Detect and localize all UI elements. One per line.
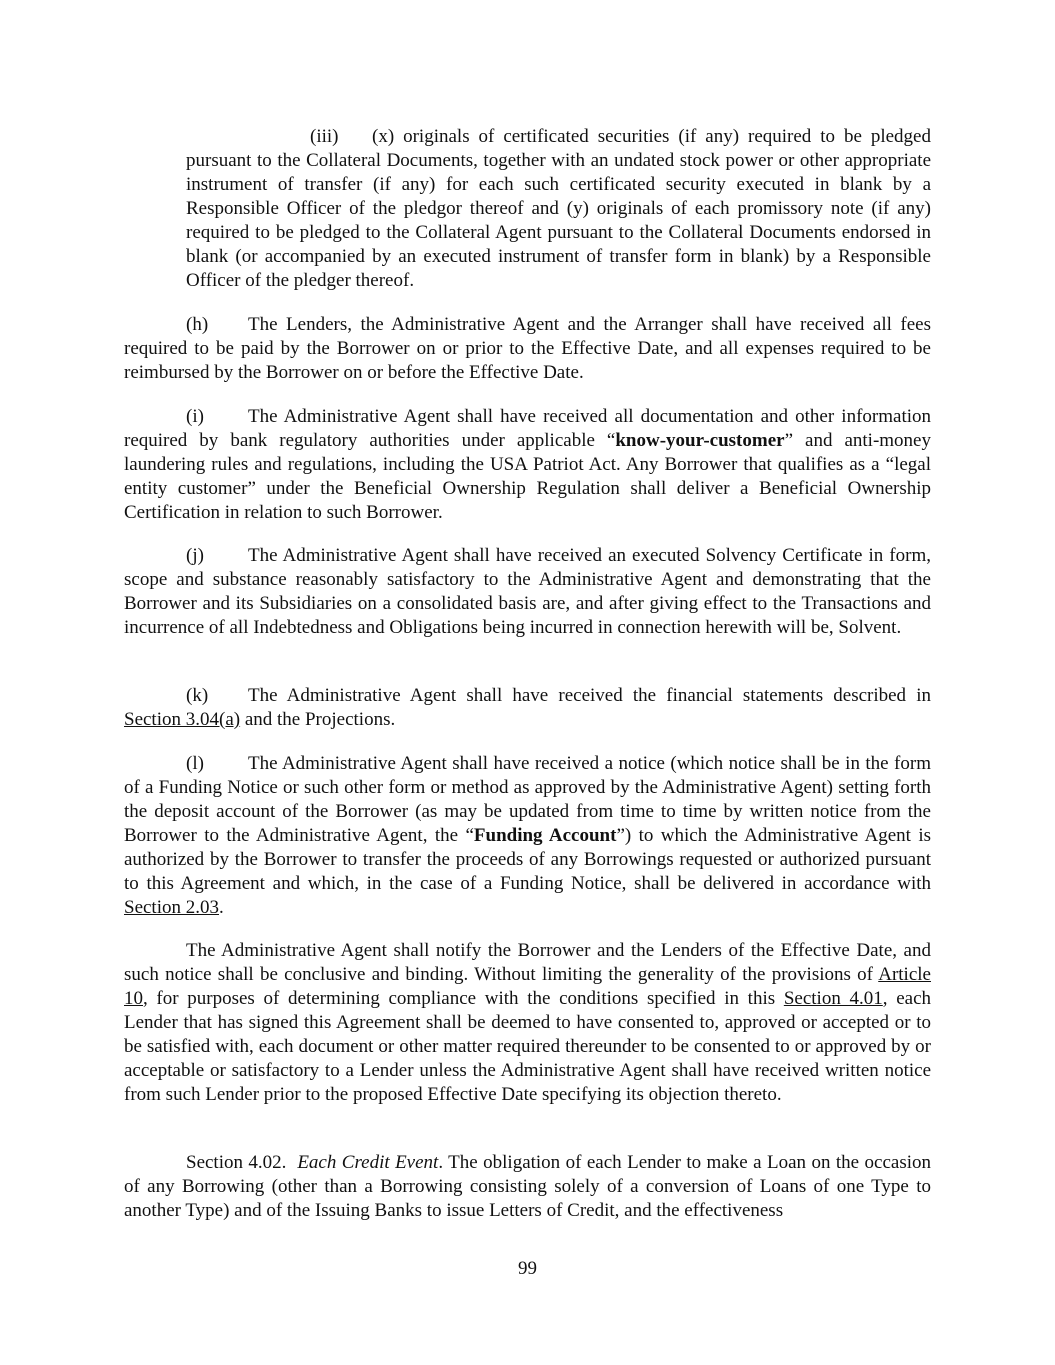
paragraph-label: (j): [186, 545, 204, 566]
defined-term: know-your-customer: [615, 430, 785, 451]
article-reference-link[interactable]: Article 10: [124, 964, 931, 1009]
paragraph-text: ”) to which the Administrative Agent is authorized by the Borrower to transfer the proceeds of any Borrowings requested or authorized pursuant to this Agreement and which, in the case of a Funding Notice, shall be delivered in accordance with: [124, 825, 932, 894]
paragraph-l: [124, 752, 931, 920]
paragraph-section-4-02: [124, 1151, 931, 1223]
paragraph-text: The Administrative Agent shall notify the Borrower and the Lenders of the Effective Date, and such notice shall be conclusive and binding. Without limiting the generality of the provisions of: [124, 940, 931, 985]
paragraph-label: (iii): [310, 126, 339, 147]
paragraph-text: The Administrative Agent shall have received a notice (which notice shall be in the form of a Funding Notice or such other form or method as approved by the Administrative Agent) setting forth the deposit account of the Borrower (as may be updated from time to time by written notice from the Borrower to the Administrative Agent, the “: [124, 753, 931, 846]
paragraph-label: (i): [186, 406, 204, 427]
defined-term: Funding Account: [473, 825, 617, 846]
paragraph-text: . The obligation of each Lender to make a Loan on the occasion of any Borrowing (other than a Borrowing consisting solely of a conversion of Loans of one Type to another Type) and of the Issuing Banks to issue Letters of Credit, and the effectiveness: [124, 1152, 932, 1221]
paragraph-label: (l): [186, 753, 204, 774]
section-reference-link[interactable]: Section 3.04(a): [124, 709, 241, 730]
paragraph-text: ” and anti-money laundering rules and regulations, including the USA Patriot Act. Any Borrower that qualifies as a “legal entity customer” under the Beneficial Ownership Regulation shall deliver a Beneficial Ownership Certification in relation to such Borrower.: [124, 430, 931, 523]
paragraph-h: [124, 313, 931, 385]
paragraph-iii: [186, 125, 931, 293]
paragraph-label: (h): [186, 314, 209, 335]
paragraph-text: (x) originals of certificated securities (if any) required to be pledged pursuant to the Collateral Documents, together with an undated stock power or other appropriate instrument of transfer (if any) for each such certificated security executed in blank by a Responsible Officer of the pledgor thereof and (y) originals of each promissory note (if any) required to be pledged to the Collateral Agent pursuant to the Collateral Documents endorsed in blank (or accompanied by an executed instrument of transfer form in blank) by a Responsible Officer of the pledger thereof.: [186, 126, 931, 291]
paragraph-text: The Lenders, the Administrative Agent and the Arranger shall have received all fees required to be paid by the Borrower on or prior to the Effective Date, and all expenses required to be reimbursed by the Borrower on or before the Effective Date.: [124, 314, 931, 383]
section-reference-link[interactable]: Section 2.03: [124, 897, 219, 918]
paragraph-text: The Administrative Agent shall have received all documentation and other information required by bank regulatory authorities under applicable “: [124, 406, 931, 451]
page-number: 99: [518, 1258, 537, 1279]
paragraph-j: [124, 544, 931, 640]
section-reference-link[interactable]: Section 4.01: [783, 988, 883, 1009]
paragraph-i: [124, 405, 931, 525]
paragraph-text: The Administrative Agent shall have received an executed Solvency Certificate in form, scope and substance reasonably satisfactory to the Administrative Agent and demonstrating that the Borrower and its Subsidiaries on a consolidated basis are, and after giving effect to the Transactions and incurrence of all Indebtedness and Obligations being incurred in connection herewith will be, Solvent.: [124, 545, 931, 638]
paragraph-text: , each Lender that has signed this Agreement shall be deemed to have consented to, approved or accepted or to be satisfied with, each document or other matter required thereunder to be consented to or approved by or acceptable or satisfactory to a Lender unless the Administrative Agent shall have received written notice from such Lender prior to the proposed Effective Date specifying its objection thereto.: [124, 988, 931, 1105]
paragraph-text: The Administrative Agent shall have received the financial statements described in: [248, 685, 931, 706]
section-number: Section 4.02.: [186, 1152, 287, 1173]
section-title: Each Credit Event: [297, 1152, 439, 1173]
paragraph-text: and the Projections.: [240, 709, 396, 730]
paragraph-text: , for purposes of determining compliance with the conditions specified in this: [143, 988, 784, 1009]
paragraph-text: .: [219, 897, 224, 918]
paragraph-notify: [124, 939, 931, 1107]
paragraph-label: (k): [186, 685, 209, 706]
paragraph-k: [124, 684, 931, 732]
